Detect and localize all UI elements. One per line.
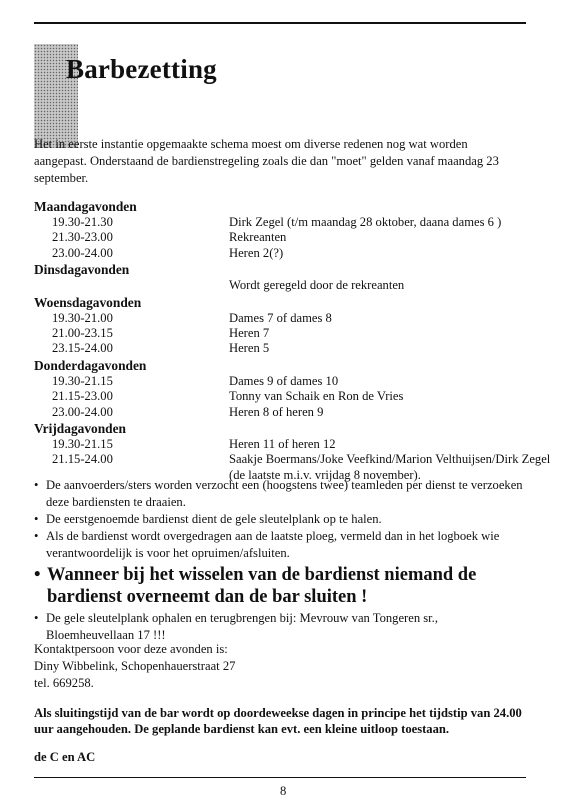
note-item <box>34 477 524 511</box>
assigned-team: Dames 9 of dames 10 <box>229 373 339 388</box>
top-rule <box>34 22 526 24</box>
time-slot: 19.30-21.30 <box>52 215 113 229</box>
schedule-row <box>34 311 554 326</box>
schedule-row <box>34 405 554 420</box>
note-text: Als de bardienst wordt overgedragen aan de laatste ploeg, vermeld dan in het logboek wie verantwoordelijk is voor het opruimen/afsluiten. <box>46 529 500 560</box>
schedule <box>34 198 554 483</box>
time-slot: 23.15-24.00 <box>52 341 113 356</box>
page-number: 8 <box>280 784 287 798</box>
bullet-icon: • <box>34 565 41 585</box>
bullet-icon: • <box>34 529 39 543</box>
assigned-team: Heren 7 <box>229 325 270 340</box>
time-slot: 23.00-24.00 <box>52 245 113 260</box>
time-slot: 21.30-23.00 <box>52 230 113 245</box>
contact-name-address: Diny Wibbelink, Schopenhauerstraat 27 <box>34 659 236 673</box>
bullet-icon: • <box>34 611 39 625</box>
time-slot: 21.00-23.15 <box>52 325 113 340</box>
assigned-team: Tonny van Schaik en Ron de Vries <box>229 389 404 404</box>
assigned-team: Saakje Boermans/Joke Veefkind/Marion Velthuijsen/Dirk Zegel <box>229 452 551 467</box>
assigned-team: (de laatste m.i.v. vrijdag 8 november). <box>229 467 421 482</box>
contact-phone: tel. 669258. <box>34 676 94 690</box>
day-heading: Dinsdagavonden <box>34 262 130 278</box>
time-slot: 21.15-24.00 <box>52 452 113 467</box>
time-slot: 21.15-23.00 <box>52 389 113 404</box>
schedule-row <box>34 326 554 341</box>
assigned-team: Heren 2(?) <box>229 245 284 260</box>
assigned-team: Heren 8 of heren 9 <box>229 404 324 419</box>
time-slot: 23.00-24.00 <box>52 404 113 419</box>
note-item <box>34 610 524 644</box>
note-text: De eerstgenoemde bardienst dient de gele sleutelplank op te halen. <box>46 512 382 526</box>
note-text: De gele sleutelplank ophalen en terugbrengen bij: Mevrouw van Tongeren sr., Bloemheuvellaan 17 !!! <box>46 611 438 642</box>
page-title: Barbezetting <box>66 54 217 84</box>
assigned-team: Dirk Zegel (t/m maandag 28 oktober, daana dames 6 ) <box>229 215 502 229</box>
schedule-row <box>34 215 554 230</box>
day-heading: Maandagavonden <box>34 199 137 214</box>
schedule-row <box>34 230 554 245</box>
note-item <box>34 564 524 608</box>
schedule-row <box>34 389 554 404</box>
time-slot: 19.30-21.15 <box>52 436 113 451</box>
day-heading: Woensdagavonden <box>34 294 142 310</box>
schedule-row <box>34 246 554 261</box>
contact-heading: Kontaktpersoon voor deze avonden is: <box>34 642 228 656</box>
schedule-row <box>34 374 554 389</box>
assigned-team: Heren 5 <box>229 341 270 356</box>
schedule-row <box>34 341 554 356</box>
day-heading: Vrijdagavonden <box>34 420 127 436</box>
time-slot: 19.30-21.15 <box>52 373 113 388</box>
day-heading: Donderdagavonden <box>34 357 147 373</box>
schedule-row <box>34 437 554 452</box>
bullet-icon: • <box>34 512 39 526</box>
time-slot <box>34 278 229 293</box>
note-item <box>34 511 524 528</box>
assigned-team: Dames 7 of dames 8 <box>229 310 332 325</box>
schedule-row <box>34 278 554 293</box>
note-item <box>34 528 524 562</box>
assigned-team: Rekreanten <box>229 230 287 245</box>
time-slot: 19.30-21.00 <box>52 310 113 325</box>
intro-paragraph: Het in eerste instantie opgemaakte schema moest om diverse redenen nog wat worden aangepast. Onderstaand de bardienstregeling zoals die dan "moet" gelden vanaf maandag 23 september. <box>34 137 499 185</box>
signature: de C en AC <box>34 750 96 764</box>
bottom-rule <box>34 777 526 778</box>
schedule-row <box>34 452 554 467</box>
assigned-team: Heren 11 of heren 12 <box>229 436 336 451</box>
note-text: De aanvoerders/sters worden verzocht een (hoogstens twee) teamleden per dienst te verzoeken deze bardiensten te draaien. <box>46 478 523 509</box>
assigned-team: Wordt geregeld door de rekreanten <box>229 278 405 293</box>
notes-list <box>34 477 524 644</box>
contact-block <box>34 641 235 692</box>
closing-paragraph: Als sluitingstijd van de bar wordt op doordeweekse dagen in principe het tijdstip van 24.00 uur aangehouden. De geplande bardienst kan evt. een kleine uitloop toestaan. <box>34 706 522 736</box>
note-text: Wanneer bij het wisselen van de bardienst niemand de bardienst overneemt dan de bar sluiten ! <box>47 565 477 607</box>
bullet-icon: • <box>34 478 39 492</box>
